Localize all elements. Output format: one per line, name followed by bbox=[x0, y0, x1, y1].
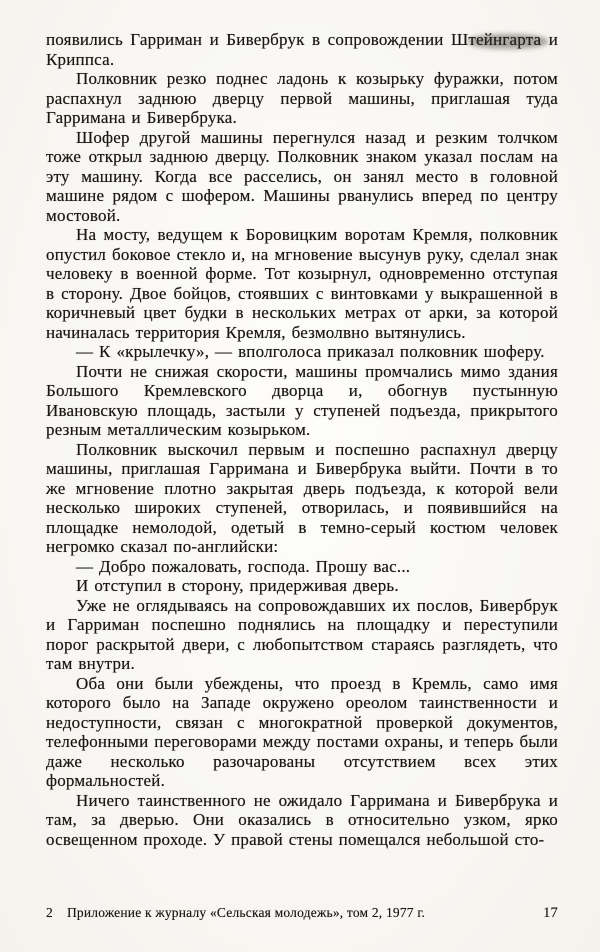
paragraph: — К «крылечку», — вполголоса приказал полковник шоферу. bbox=[76, 342, 545, 361]
page-text bbox=[46, 30, 558, 849]
signature-number: 2 bbox=[46, 905, 53, 920]
paragraph: Шофер другой машины перегнулся назад и резким толчком тоже открыл заднюю дверцу. Полковник знаком указал послам на эту машину. Когда все расселись, он занял место в головной машине рядом с шофером. Машины рванулись вперед по центру мостовой. bbox=[46, 127, 558, 225]
paragraph: На мосту, ведущем к Боровицким воротам Кремля, полковник опустил боковое стекло и, на мгновение высунув руку, сделал знак человеку в военной форме. Тот козырнул, одновременно отступая в сторону. Двое бойцов, стоявших с винтовками у выкрашенной в коричневый цвет будки в нескольких метрах от арки, за которой начиналась территория Кремля, безмолвно вытянулись. bbox=[46, 225, 558, 342]
paragraph: — Добро пожаловать, господа. Прошу вас... bbox=[76, 556, 411, 576]
imprint-note: Приложение к журналу «Сельская молодежь», том 2, 1977 г. bbox=[66, 905, 426, 920]
imprint-group bbox=[46, 905, 425, 921]
page-number: 17 bbox=[543, 905, 558, 921]
paragraph: И отступил в сторону, придерживая дверь. bbox=[76, 576, 399, 595]
paragraph: Полковник выскочил первым и поспешно распахнул дверцу машины, приглашая Гарримана и Бивербрука выйти. Почти в то же мгновение плотно закрытая дверь подъезда, к которой вели несколько широких ступеней, отворилась, и появившийся на площадке немолодой, одетый в темно-серый костюм человек негромко сказал по-английски: bbox=[46, 439, 558, 556]
paragraph: Полковник резко поднес ладонь к козырьку фуражки, потом распахнул заднюю дверцу первой машины, приглашая туда Гарримана и Бивербрука. bbox=[46, 69, 558, 127]
paragraph: Ничего таинственного не ожидало Гарримана и Бивербрука и там, за дверью. Они оказались в относительно узком, ярко освещенном проходе. У правой стены помещался небольшой сто- bbox=[46, 790, 558, 849]
paragraph: появились Гарриман и Бивербрук в сопровождении Штейнгарта и Криппса. bbox=[46, 30, 558, 69]
paragraph: Почти не снижая скорости, машины промчались мимо здания Большого Кремлевского дворца и, обогнув пустынную Ивановскую площадь, застыли у ступеней подъезда, прикрытого резным металлическим козырьком. bbox=[46, 361, 558, 439]
page-footer bbox=[46, 905, 558, 922]
paragraph: Оба они были убеждены, что проезд в Кремль, само имя которого было на Западе окружено ореолом таинственности и недоступности, связан с многократной проверкой документов, телефонными переговорами между постами охраны, и теперь были даже несколько разочарованы отсутствием всех этих формальностей. bbox=[46, 673, 558, 790]
paragraph: Уже не оглядываясь на сопровождавших их послов, Бивербрук и Гарриман поспешно поднялись на площадку и переступили порог раскрытой двери, с любопытством стараясь разглядеть, что там внутри. bbox=[46, 595, 558, 673]
